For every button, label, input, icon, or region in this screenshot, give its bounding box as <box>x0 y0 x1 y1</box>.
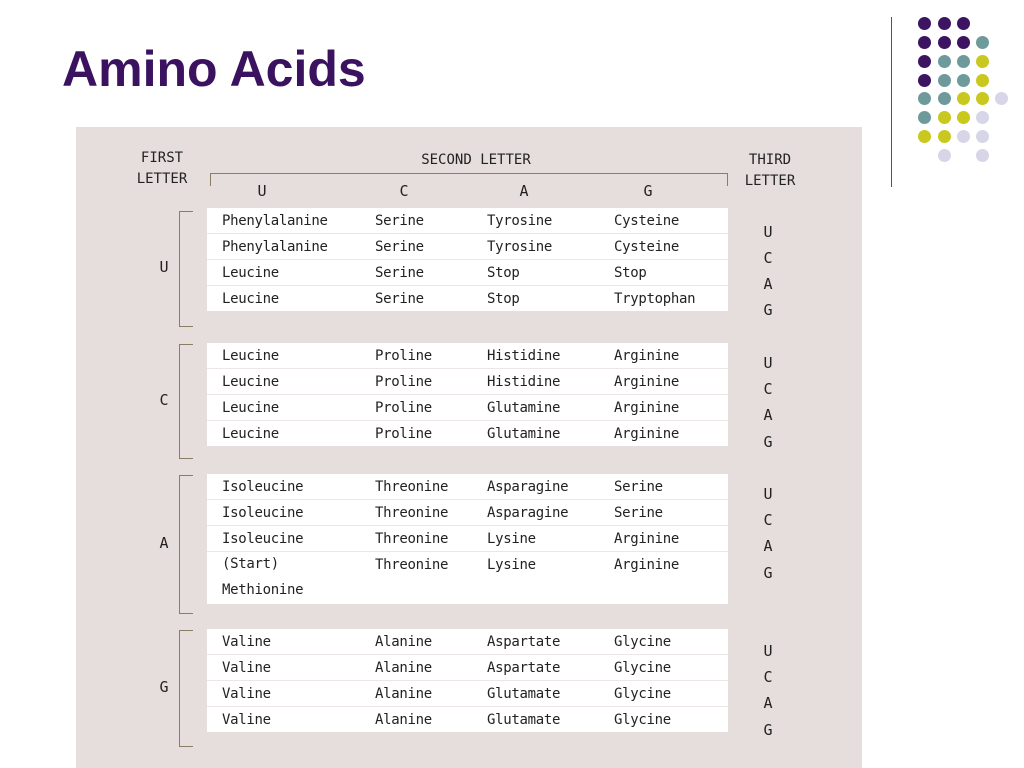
decorative-dot <box>957 130 970 143</box>
amino-acid-cell: Proline <box>375 426 432 442</box>
first-letter-bracket <box>179 475 193 614</box>
amino-acid-cell: Asparagine <box>487 505 569 521</box>
amino-acid-cell: Arginine <box>614 426 680 442</box>
first-letter-bracket <box>179 211 193 327</box>
amino-acid-cell: Threonine <box>375 479 449 495</box>
amino-acid-cell: Threonine <box>375 531 449 547</box>
third-letter-label: U <box>763 642 773 660</box>
amino-acid-cell: Tryptophan <box>614 291 696 307</box>
codon-group-u <box>207 208 728 311</box>
amino-acid-cell: Stop <box>487 291 520 307</box>
decorative-dot <box>918 92 931 105</box>
amino-acid-cell: Leucine <box>222 400 279 416</box>
amino-acid-cell: Glycine <box>614 686 671 702</box>
first-letter-label: U <box>159 258 169 276</box>
table-row <box>207 286 728 311</box>
amino-acid-cell: Leucine <box>222 426 279 442</box>
amino-acid-cell: Cysteine <box>614 239 680 255</box>
decorative-dot <box>938 111 951 124</box>
amino-acid-cell: Glycine <box>614 634 671 650</box>
decorative-dot <box>957 17 970 30</box>
amino-acid-cell: Serine <box>614 479 663 495</box>
table-row <box>207 655 728 681</box>
amino-acid-cell: Arginine <box>614 557 680 573</box>
amino-acid-cell: Serine <box>375 265 424 281</box>
amino-acid-cell: Tyrosine <box>487 239 553 255</box>
amino-acid-cell: Alanine <box>375 634 432 650</box>
decorative-dot <box>957 74 970 87</box>
amino-acid-cell: Valine <box>222 634 271 650</box>
amino-acid-cell: Alanine <box>375 712 432 728</box>
decorative-dot <box>918 130 931 143</box>
codon-table-panel <box>76 127 862 768</box>
slide-title: Amino Acids <box>62 41 366 97</box>
amino-acid-cell: Glutamine <box>487 426 561 442</box>
decorative-dot <box>938 130 951 143</box>
amino-acid-cell: Phenylalanine <box>222 239 328 255</box>
amino-acid-cell: Threonine <box>375 557 449 573</box>
table-row <box>207 234 728 260</box>
amino-acid-cell: (Start) Methionine <box>222 556 304 598</box>
amino-acid-cell: Alanine <box>375 686 432 702</box>
first-letter-label: A <box>159 533 169 552</box>
amino-acid-cell: Asparagine <box>487 479 569 495</box>
decorative-dot <box>957 111 970 124</box>
third-letter-label: U <box>763 223 773 241</box>
third-letter-label: C <box>763 668 773 686</box>
amino-acid-cell: Stop <box>614 265 647 281</box>
third-letter-label: U <box>763 354 773 372</box>
second-letter-g: G <box>643 182 653 200</box>
decorative-dot <box>938 92 951 105</box>
amino-acid-cell: Arginine <box>614 531 680 547</box>
amino-acid-cell: Histidine <box>487 374 561 390</box>
first-letter-header: FIRST LETTER <box>136 150 188 187</box>
amino-acid-cell: Arginine <box>614 400 680 416</box>
second-letter-c: C <box>399 182 409 200</box>
first-letter-label: C <box>159 390 169 409</box>
second-letter-u: U <box>257 182 267 200</box>
second-letter-a: A <box>519 182 529 200</box>
amino-acid-cell: Aspartate <box>487 660 561 676</box>
codon-group-g <box>207 629 728 732</box>
amino-acid-cell: Lysine <box>487 531 536 547</box>
decorative-dot <box>918 74 931 87</box>
decorative-dot <box>938 17 951 30</box>
third-letter-label: A <box>763 537 773 555</box>
third-letter-label: G <box>763 301 773 319</box>
decorative-dot <box>976 92 989 105</box>
amino-acid-cell: Cysteine <box>614 213 680 229</box>
amino-acid-cell: Valine <box>222 712 271 728</box>
decorative-dot <box>938 74 951 87</box>
codon-group-a <box>207 474 728 604</box>
amino-acid-cell: Isoleucine <box>222 531 304 547</box>
codon-group-c <box>207 343 728 446</box>
amino-acid-cell: Valine <box>222 686 271 702</box>
amino-acid-cell: Glutamine <box>487 400 561 416</box>
amino-acid-cell: Serine <box>375 239 424 255</box>
third-letter-label: G <box>763 564 773 582</box>
decorative-dot <box>957 55 970 68</box>
amino-acid-cell: Proline <box>375 348 432 364</box>
amino-acid-cell: Glutamate <box>487 712 561 728</box>
amino-acid-cell: Histidine <box>487 348 561 364</box>
third-letter-label: G <box>763 433 773 451</box>
decorative-dot <box>976 74 989 87</box>
decorative-dot <box>938 149 951 162</box>
second-letter-header: SECOND LETTER <box>421 152 531 168</box>
amino-acid-cell: Isoleucine <box>222 505 304 521</box>
decorative-dot <box>957 92 970 105</box>
amino-acid-cell: Leucine <box>222 291 279 307</box>
third-letter-label: A <box>763 275 773 293</box>
amino-acid-cell: Leucine <box>222 348 279 364</box>
table-row <box>207 474 728 500</box>
title-divider <box>891 17 892 187</box>
amino-acid-cell: Threonine <box>375 505 449 521</box>
amino-acid-cell: Stop <box>487 265 520 281</box>
table-row <box>207 260 728 286</box>
table-row <box>207 421 728 446</box>
amino-acid-cell: Leucine <box>222 374 279 390</box>
third-letter-label: C <box>763 249 773 267</box>
third-letter-label: C <box>763 380 773 398</box>
decorative-dot <box>976 36 989 49</box>
amino-acid-cell: Lysine <box>487 557 536 573</box>
amino-acid-cell: Valine <box>222 660 271 676</box>
amino-acid-cell: Leucine <box>222 265 279 281</box>
amino-acid-cell: Glutamate <box>487 686 561 702</box>
third-letter-label: G <box>763 721 773 739</box>
third-letter-header: THIRD LETTER <box>744 152 796 189</box>
first-letter-bracket <box>179 630 193 747</box>
amino-acid-cell: Proline <box>375 374 432 390</box>
decorative-dot <box>976 111 989 124</box>
decorative-dot <box>938 55 951 68</box>
table-row <box>207 395 728 421</box>
amino-acid-cell: Alanine <box>375 660 432 676</box>
table-row <box>207 552 728 604</box>
third-letter-label: C <box>763 511 773 529</box>
amino-acid-cell: Isoleucine <box>222 479 304 495</box>
decorative-dot <box>918 36 931 49</box>
decorative-dot <box>995 92 1008 105</box>
table-row <box>207 500 728 526</box>
first-letter-label: G <box>159 677 169 696</box>
decorative-dot <box>918 111 931 124</box>
third-letter-label: A <box>763 694 773 712</box>
amino-acid-cell: Tyrosine <box>487 213 553 229</box>
decorative-dot <box>938 36 951 49</box>
decorative-dot <box>976 149 989 162</box>
amino-acid-cell: Phenylalanine <box>222 213 328 229</box>
table-row <box>207 629 728 655</box>
amino-acid-cell: Serine <box>614 505 663 521</box>
table-row <box>207 681 728 707</box>
decorative-dot <box>918 17 931 30</box>
table-row <box>207 208 728 234</box>
decorative-dot <box>918 55 931 68</box>
third-letter-label: U <box>763 485 773 503</box>
amino-acid-cell: Glycine <box>614 660 671 676</box>
table-row <box>207 343 728 369</box>
amino-acid-cell: Aspartate <box>487 634 561 650</box>
third-letter-label: A <box>763 406 773 424</box>
decorative-dot <box>957 36 970 49</box>
table-row <box>207 526 728 552</box>
decorative-dot <box>976 130 989 143</box>
decorative-dot <box>976 55 989 68</box>
amino-acid-cell: Arginine <box>614 374 680 390</box>
table-row <box>207 707 728 732</box>
amino-acid-cell: Arginine <box>614 348 680 364</box>
amino-acid-cell: Serine <box>375 291 424 307</box>
amino-acid-cell: Serine <box>375 213 424 229</box>
amino-acid-cell: Proline <box>375 400 432 416</box>
table-row <box>207 369 728 395</box>
first-letter-bracket <box>179 344 193 459</box>
amino-acid-cell: Glycine <box>614 712 671 728</box>
